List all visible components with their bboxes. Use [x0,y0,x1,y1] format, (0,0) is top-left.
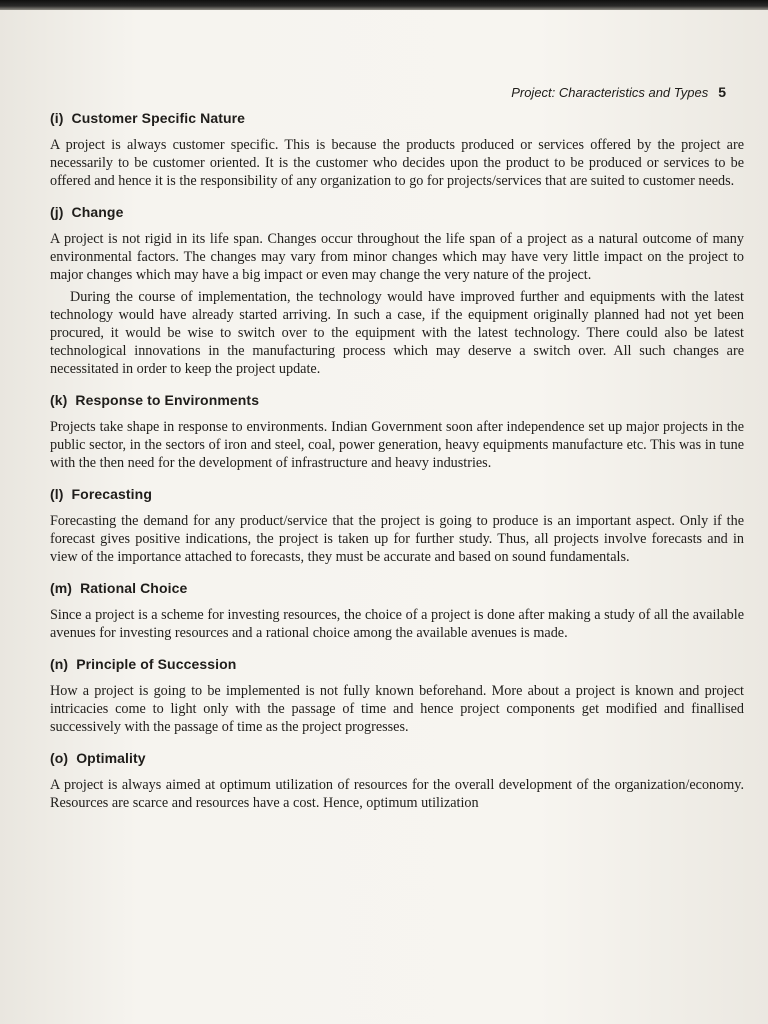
running-title: Project: Characteristics and Types [511,85,709,100]
section-forecasting [50,486,744,566]
book-page [0,10,768,1024]
section-title: Change [71,204,124,220]
page-top-edge [0,0,768,10]
paragraph: Projects take shape in response to environments. Indian Government soon after independence set up major projects in the public sector, in the sectors of iron and steel, coal, power generation, heavy equipments manufacture etc. This was in tune with the then need for the development of infrastructure and heavy industries. [50,419,744,471]
section-tag: (k) [50,392,68,408]
paragraph: How a project is going to be implemented is not fully known beforehand. More about a project is known and project intricacies come to light only with the passage of time and hence project components get modified and finallised successively with the passage of time as the project progresses. [50,683,744,735]
running-header [511,84,726,100]
section-tag: (i) [50,110,64,126]
section-heading [50,392,744,408]
page-content [50,110,744,826]
paragraph: Forecasting the demand for any product/service that the project is going to produce is an important aspect. Only if the forecast gives positive indications, the project is taken up for further study. Thus, all projects involve forecasts and in view of the importance attached to forecasts, they must be accurate and based on sound fundamentals. [50,513,744,565]
page-number: 5 [718,84,726,100]
section-heading [50,204,744,220]
paragraph: A project is always aimed at optimum utilization of resources for the overall development of the organization/economy. Resources are scarce and resources have a cost. Hence, optimum utilization [50,777,744,811]
section-heading [50,486,744,502]
section-rational-choice [50,580,744,642]
section-change [50,204,744,378]
section-heading [50,656,744,672]
section-heading [50,110,744,126]
section-tag: (o) [50,750,69,766]
section-response-to-environments [50,392,744,472]
section-tag: (j) [50,204,64,220]
section-tag: (n) [50,656,69,672]
paragraph: During the course of implementation, the technology would have improved further and equipments with the latest technology would have already started arriving. In such a case, if the equipment originally planned had not yet been procured, it would be wise to switch over to the equipment with the latest technology. There could also be latest technological innovations in the manufacturing process which may deserve a switch over. All such changes are necessitated in order to keep the project update. [50,289,744,377]
section-principle-of-succession [50,656,744,736]
section-customer-specific-nature [50,110,744,190]
section-heading [50,580,744,596]
section-title: Customer Specific Nature [71,110,246,126]
section-title: Forecasting [71,486,152,502]
section-title: Principle of Succession [76,656,237,672]
section-heading [50,750,744,766]
section-optimality [50,750,744,812]
section-title: Response to Environments [75,392,260,408]
paragraph: Since a project is a scheme for investing resources, the choice of a project is done after making a study of all the available avenues for investing resources and a rational choice among the available avenues is made. [50,607,744,641]
section-title: Rational Choice [80,580,188,596]
paragraph: A project is always customer specific. This is because the products produced or services offered by the project are necessarily to be customer oriented. It is the customer who decides upon the product to be produced or services to be offered and hence it is the responsibility of any organization to go for projects/services that are suited to customer needs. [50,137,744,189]
section-tag: (l) [50,486,64,502]
paragraph: A project is not rigid in its life span. Changes occur throughout the life span of a project as a natural outcome of many environmental factors. The changes may vary from minor changes which may have very little impact on the project to major changes which may have a big impact or even may change the very nature of the project. [50,231,744,283]
section-tag: (m) [50,580,73,596]
section-title: Optimality [76,750,146,766]
